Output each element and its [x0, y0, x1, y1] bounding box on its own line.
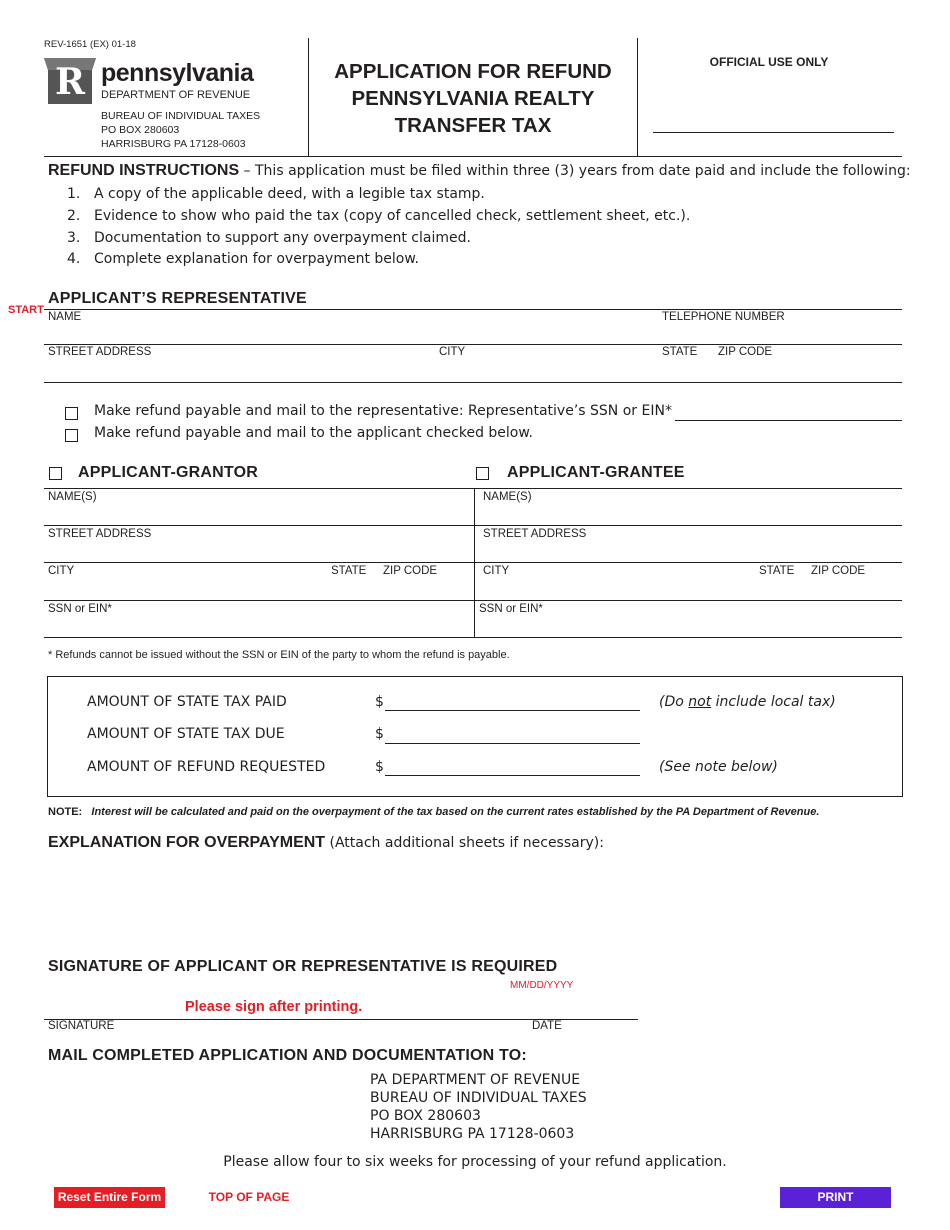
grantee-heading: APPLICANT-GRANTEE: [507, 464, 685, 481]
instructions-heading: REFUND INSTRUCTIONS: [48, 162, 240, 179]
processing-note: Please allow four to six weeks for processing of your refund application.: [223, 1154, 727, 1170]
grantee-ssn-label: SSN or EIN*: [479, 603, 543, 615]
explanation-textarea[interactable]: [48, 858, 902, 950]
official-use-line: [653, 132, 894, 133]
grantor-ssn-label: SSN or EIN*: [48, 603, 112, 615]
instruction-num-2: 2.: [67, 208, 81, 224]
refund-requested-label: AMOUNT OF REFUND REQUESTED: [87, 759, 326, 775]
rep-state-label: STATE: [662, 346, 698, 358]
top-of-page-button[interactable]: TOP OF PAGE: [208, 1190, 290, 1204]
print-button[interactable]: PRINT: [780, 1187, 891, 1208]
bureau-address-line-3: HARRISBURG PA 17128-0603: [101, 138, 246, 150]
grantee-city-input[interactable]: [483, 580, 753, 598]
grantor-zip-label: ZIP CODE: [383, 565, 438, 577]
explanation-heading-row: [48, 834, 604, 852]
tax-paid-input[interactable]: [385, 693, 640, 711]
instructions-intro: – This application must be filed within three (3) years from date paid and include the following:: [239, 163, 911, 179]
tax-paid-note-post: include local tax): [711, 694, 836, 710]
mailing-line-1: PA DEPARTMENT OF REVENUE: [370, 1072, 581, 1088]
grantee-checkbox[interactable]: [476, 467, 489, 480]
date-label: DATE: [532, 1020, 562, 1032]
rep-city-input[interactable]: [439, 362, 654, 380]
representative-heading: APPLICANT’S REPRESENTATIVE: [48, 290, 307, 307]
grantor-street-input[interactable]: [48, 542, 468, 560]
date-hint: MM/DD/YYYY: [510, 980, 574, 991]
tax-paid-note-not: not: [688, 694, 712, 710]
instruction-text-3: Documentation to support any overpayment claimed.: [94, 230, 471, 246]
department-name: DEPARTMENT OF REVENUE: [101, 89, 251, 101]
title-line-3: TRANSFER TAX: [394, 114, 552, 137]
grantor-state-input[interactable]: [331, 580, 376, 598]
grantor-city-input[interactable]: [48, 580, 323, 598]
rep-state-input[interactable]: [662, 362, 712, 380]
rep-name-label: NAME: [48, 311, 82, 323]
agency-name: pennsylvania: [101, 59, 254, 87]
mailing-line-3: PO BOX 280603: [370, 1108, 481, 1124]
rep-street-label: STREET ADDRESS: [48, 346, 152, 358]
tax-paid-note-pre: (Do: [659, 694, 689, 710]
tax-due-currency: $: [375, 726, 384, 742]
sign-prompt-text: Please sign after printing: [185, 999, 359, 1015]
mailing-heading: MAIL COMPLETED APPLICATION AND DOCUMENTATION TO:: [48, 1047, 527, 1064]
tax-due-input[interactable]: [385, 726, 640, 744]
rep-ssn-line: [675, 420, 902, 421]
grantor-ssn-input[interactable]: [48, 617, 468, 635]
grantor-checkbox[interactable]: [49, 467, 62, 480]
refund-requested-currency: $: [375, 759, 384, 775]
grantor-names-input[interactable]: [48, 505, 468, 523]
mailing-line-2: BUREAU OF INDIVIDUAL TAXES: [370, 1090, 587, 1106]
form-number: REV-1651 (EX) 01-18: [44, 39, 136, 50]
rep-telephone-input[interactable]: [662, 325, 898, 343]
grantor-heading: APPLICANT-GRANTOR: [78, 464, 258, 481]
instruction-num-3: 3.: [67, 230, 81, 246]
sign-prompt-dot: .: [358, 999, 363, 1015]
grantee-city-label: CITY: [483, 565, 510, 577]
ssn-footnote: * Refunds cannot be issued without the SSN or EIN of the party to whom the refund is payable.: [48, 649, 510, 661]
refund-requested-input[interactable]: [385, 758, 640, 776]
grantor-rule-3: [44, 562, 902, 563]
applicant-payable-checkbox[interactable]: [65, 429, 78, 442]
grantor-rule-1: [44, 488, 902, 489]
bureau-address-line-2: PO BOX 280603: [101, 124, 180, 136]
instruction-num-1: 1.: [67, 186, 81, 202]
title-line-1: APPLICATION FOR REFUND: [334, 60, 612, 83]
header-rule: [44, 156, 902, 157]
rep-payable-label: Make refund payable and mail to the representative: Representative’s SSN or EIN*: [94, 403, 672, 419]
grantor-rule-2: [44, 525, 902, 526]
reset-form-button[interactable]: Reset Entire Form: [54, 1187, 165, 1208]
applicant-payable-label: Make refund payable and mail to the applicant checked below.: [94, 425, 533, 441]
tax-paid-label: AMOUNT OF STATE TAX PAID: [87, 694, 287, 710]
grantee-names-label: NAME(S): [483, 491, 532, 503]
keystone-logo: [44, 56, 96, 106]
grantee-zip-input[interactable]: [811, 580, 898, 598]
rep-payable-checkbox[interactable]: [65, 407, 78, 420]
refund-requested-note: (See note below): [659, 759, 778, 775]
rep-zip-label: ZIP CODE: [718, 346, 773, 358]
grantee-state-label: STATE: [759, 565, 795, 577]
grantee-state-input[interactable]: [759, 580, 804, 598]
start-marker: START: [8, 304, 44, 316]
sign-prompt: [185, 999, 362, 1015]
grantee-street-label: STREET ADDRESS: [483, 528, 587, 540]
signature-heading: SIGNATURE OF APPLICANT OR REPRESENTATIVE IS REQUIRED: [48, 958, 558, 975]
grantor-rule-5: [44, 637, 902, 638]
grantee-names-input[interactable]: [483, 505, 898, 523]
grantor-street-label: STREET ADDRESS: [48, 528, 152, 540]
grantor-zip-input[interactable]: [383, 580, 468, 598]
explanation-heading: EXPLANATION FOR OVERPAYMENT: [48, 834, 326, 851]
explanation-sub: (Attach additional sheets if necessary):: [325, 835, 604, 851]
rep-city-label: CITY: [439, 346, 466, 358]
tax-paid-note: [659, 694, 836, 710]
grantor-names-label: NAME(S): [48, 491, 97, 503]
form-title: [309, 58, 637, 139]
grantor-state-label: STATE: [331, 565, 367, 577]
rep-address-bottom-rule: [44, 382, 902, 383]
bureau-address-line-1: BUREAU OF INDIVIDUAL TAXES: [101, 110, 261, 122]
grantor-city-label: CITY: [48, 565, 75, 577]
grantee-zip-label: ZIP CODE: [811, 565, 866, 577]
instruction-text-1: A copy of the applicable deed, with a legible tax stamp.: [94, 186, 485, 202]
title-line-2: PENNSYLVANIA REALTY: [351, 87, 595, 110]
grantor-rule-4: [44, 600, 902, 601]
interest-note-text: Interest will be calculated and paid on the overpayment of the tax based on the current rates established by the PA Department of Revenue.: [91, 806, 820, 818]
rep-telephone-label: TELEPHONE NUMBER: [662, 311, 785, 323]
interest-note-label: NOTE:: [48, 806, 83, 818]
tax-paid-currency: $: [375, 694, 384, 710]
keystone-letter: R: [55, 61, 85, 103]
instruction-num-4: 4.: [67, 251, 81, 267]
mailing-line-4: HARRISBURG PA 17128-0603: [370, 1126, 575, 1142]
date-input[interactable]: [510, 1000, 635, 1018]
instruction-text-4: Complete explanation for overpayment below.: [94, 251, 419, 267]
official-use-label: OFFICIAL USE ONLY: [709, 55, 829, 69]
rep-zip-input[interactable]: [718, 362, 898, 380]
rep-address-top-rule: [44, 344, 902, 345]
rep-street-input[interactable]: [48, 362, 428, 380]
grantee-street-input[interactable]: [483, 542, 898, 560]
tax-due-label: AMOUNT OF STATE TAX DUE: [87, 726, 285, 742]
interest-note: [48, 806, 819, 818]
signature-label: SIGNATURE: [48, 1020, 115, 1032]
rep-name-top-rule: [44, 309, 902, 310]
instruction-text-2: Evidence to show who paid the tax (copy of cancelled check, settlement sheet, etc.).: [94, 208, 691, 224]
rep-name-input[interactable]: [48, 325, 648, 343]
instructions-paragraph: [48, 162, 911, 180]
grantee-ssn-input[interactable]: [483, 617, 898, 635]
